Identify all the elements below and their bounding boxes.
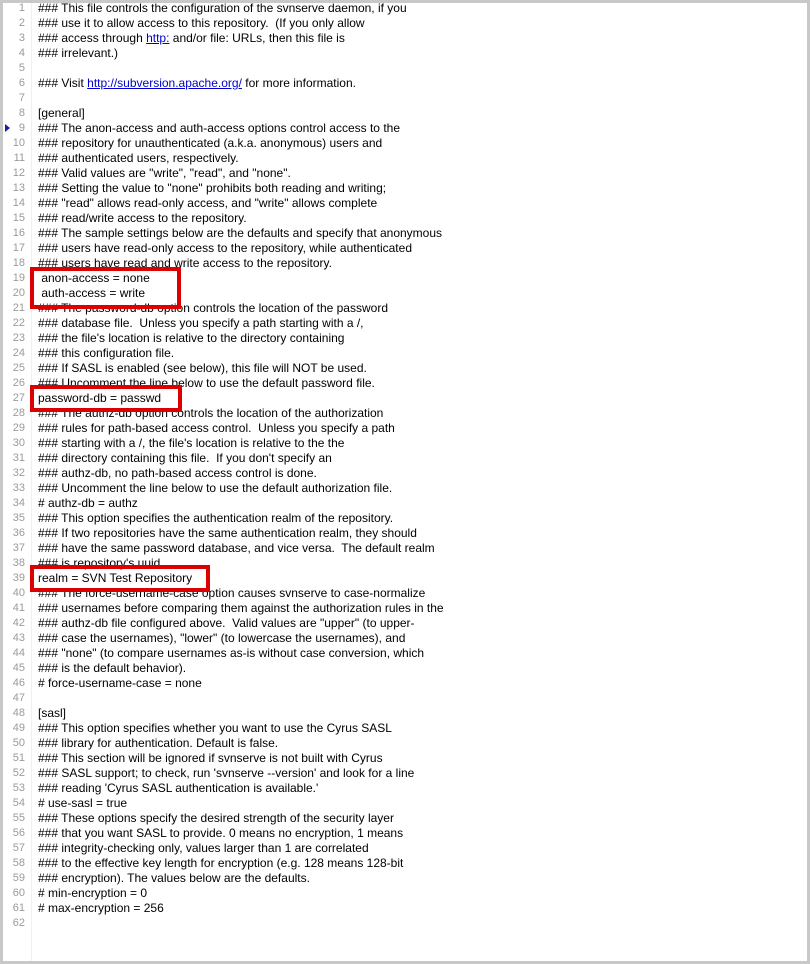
line-text: # max-encryption = 256 bbox=[38, 901, 164, 915]
line-text: ### The authz-db option controls the location of the authorization bbox=[38, 406, 384, 420]
line-text: password-db = passwd bbox=[38, 391, 162, 405]
code-line[interactable] bbox=[3, 286, 803, 301]
line-number: 45 bbox=[12, 662, 25, 674]
line-text: ### This option specifies the authentication realm of the repository. bbox=[38, 511, 394, 525]
code-line[interactable] bbox=[3, 601, 803, 616]
line-number: 62 bbox=[12, 917, 25, 929]
line-text: ### use it to allow access to this repository. (If you only allow bbox=[38, 16, 365, 30]
line-number: 46 bbox=[12, 677, 25, 689]
code-line[interactable] bbox=[3, 31, 803, 46]
line-text bbox=[38, 31, 345, 46]
line-number: 26 bbox=[12, 377, 25, 389]
line-text: ### "none" (to compare usernames as-is without case conversion, which bbox=[38, 646, 425, 660]
line-number: 25 bbox=[12, 362, 25, 374]
line-number: 33 bbox=[12, 482, 25, 494]
line-text: ### Uncomment the line below to use the default authorization file. bbox=[38, 481, 393, 495]
code-line[interactable] bbox=[3, 871, 803, 886]
line-text: ### this configuration file. bbox=[38, 346, 175, 360]
line-number: 11 bbox=[13, 152, 25, 164]
line-text: ### The anon-access and auth-access options control access to the bbox=[38, 121, 400, 135]
code-line[interactable] bbox=[3, 886, 803, 901]
line-text-after-link: and/or file: URLs, then this file is bbox=[169, 31, 345, 45]
line-number: 28 bbox=[12, 407, 25, 419]
code-line[interactable] bbox=[3, 781, 803, 796]
line-text: [general] bbox=[38, 106, 85, 120]
line-text: ### have the same password database, and vice versa. The default realm bbox=[38, 541, 435, 555]
line-text: auth-access = write bbox=[38, 286, 146, 300]
code-line[interactable] bbox=[3, 421, 803, 436]
code-line[interactable] bbox=[3, 76, 803, 91]
line-number: 9 bbox=[18, 122, 25, 134]
code-line[interactable] bbox=[3, 211, 803, 226]
line-number: 24 bbox=[12, 347, 25, 359]
line-text: ### users have read and write access to the repository. bbox=[38, 256, 332, 270]
line-number: 36 bbox=[12, 527, 25, 539]
line-number: 18 bbox=[12, 257, 25, 269]
code-line[interactable] bbox=[3, 316, 803, 331]
line-text: anon-access = none bbox=[38, 271, 150, 285]
line-number: 53 bbox=[12, 782, 25, 794]
line-text: # min-encryption = 0 bbox=[38, 886, 148, 900]
line-number: 60 bbox=[12, 887, 25, 899]
line-number: 44 bbox=[12, 647, 25, 659]
text-editor[interactable] bbox=[3, 3, 807, 961]
line-number: 61 bbox=[12, 902, 25, 914]
line-number: 35 bbox=[12, 512, 25, 524]
line-text-after-link: for more information. bbox=[241, 76, 356, 90]
line-number: 54 bbox=[12, 797, 25, 809]
code-line[interactable] bbox=[3, 721, 803, 736]
line-text: ### If two repositories have the same authentication realm, they should bbox=[38, 526, 417, 540]
code-line[interactable] bbox=[3, 331, 803, 346]
code-line[interactable] bbox=[3, 301, 803, 316]
line-text-before-link: ### access through bbox=[38, 31, 147, 45]
line-text: ### The sample settings below are the defaults and specify that anonymous bbox=[38, 226, 443, 240]
code-line[interactable] bbox=[3, 1, 803, 16]
line-number: 39 bbox=[12, 572, 25, 584]
code-line[interactable] bbox=[3, 526, 803, 541]
line-number: 38 bbox=[12, 557, 25, 569]
line-number: 8 bbox=[18, 107, 25, 119]
line-number: 41 bbox=[12, 602, 25, 614]
code-line[interactable] bbox=[3, 466, 803, 481]
line-number: 56 bbox=[12, 827, 25, 839]
line-number: 15 bbox=[12, 212, 25, 224]
line-number: 51 bbox=[12, 752, 25, 764]
line-text: ### users have read-only access to the repository, while authenticated bbox=[38, 241, 412, 255]
code-line[interactable] bbox=[3, 736, 803, 751]
code-line[interactable] bbox=[3, 121, 803, 136]
code-line[interactable] bbox=[3, 571, 803, 586]
code-line[interactable] bbox=[3, 361, 803, 376]
line-number: 49 bbox=[12, 722, 25, 734]
code-line[interactable] bbox=[3, 61, 803, 76]
line-number: 27 bbox=[12, 392, 25, 404]
line-number: 34 bbox=[12, 497, 25, 509]
code-line[interactable] bbox=[3, 811, 803, 826]
line-text: # force-username-case = none bbox=[38, 676, 202, 690]
line-text-before-link: ### Visit bbox=[38, 76, 88, 90]
line-number: 52 bbox=[12, 767, 25, 779]
line-text: ### Valid values are "write", "read", and "none". bbox=[38, 166, 291, 180]
line-text: ### These options specify the desired strength of the security layer bbox=[38, 811, 394, 825]
code-line[interactable] bbox=[3, 826, 803, 841]
code-line[interactable] bbox=[3, 691, 803, 706]
line-text: ### reading 'Cyrus SASL authentication is available.' bbox=[38, 781, 319, 795]
line-text: ### is the default behavior). bbox=[38, 661, 187, 675]
line-text: ### repository for unauthenticated (a.k.a. anonymous) users and bbox=[38, 136, 383, 150]
line-number: 59 bbox=[12, 872, 25, 884]
code-line[interactable] bbox=[3, 586, 803, 601]
line-text: ### encryption). The values below are the defaults. bbox=[38, 871, 310, 885]
line-number: 2 bbox=[18, 17, 25, 29]
line-text: ### read/write access to the repository. bbox=[38, 211, 247, 225]
line-text: ### "read" allows read-only access, and "write" allows complete bbox=[38, 196, 378, 210]
line-text: ### This section will be ignored if svnserve is not built with Cyrus bbox=[38, 751, 383, 765]
code-line[interactable] bbox=[3, 856, 803, 871]
code-line[interactable] bbox=[3, 91, 803, 106]
line-text: ### The password-db option controls the location of the password bbox=[38, 301, 388, 315]
line-number: 17 bbox=[12, 242, 25, 254]
line-number: 37 bbox=[12, 542, 25, 554]
line-number: 16 bbox=[12, 227, 25, 239]
code-line[interactable] bbox=[3, 376, 803, 391]
line-number: 14 bbox=[12, 197, 25, 209]
line-number: 48 bbox=[12, 707, 25, 719]
code-line[interactable] bbox=[3, 616, 803, 631]
line-text: ### SASL support; to check, run 'svnserve --version' and look for a line bbox=[38, 766, 415, 780]
line-text: ### If SASL is enabled (see below), this file will NOT be used. bbox=[38, 361, 367, 375]
code-line[interactable] bbox=[3, 751, 803, 766]
line-text: ### library for authentication. Default is false. bbox=[38, 736, 279, 750]
line-text: ### Setting the value to "none" prohibits both reading and writing; bbox=[38, 181, 387, 195]
code-line[interactable] bbox=[3, 451, 803, 466]
code-line[interactable] bbox=[3, 496, 803, 511]
line-text: ### The force-username-case option causes svnserve to case-normalize bbox=[38, 586, 426, 600]
line-text: ### the file's location is relative to the directory containing bbox=[38, 331, 345, 345]
code-line[interactable] bbox=[3, 241, 803, 256]
line-text: ### rules for path-based access control. Unless you specify a path bbox=[38, 421, 395, 435]
line-text: ### This file controls the configuration of the svnserve daemon, if you bbox=[38, 1, 407, 15]
code-line[interactable] bbox=[3, 151, 803, 166]
line-number: 30 bbox=[12, 437, 25, 449]
line-text bbox=[38, 76, 356, 91]
code-line[interactable] bbox=[3, 676, 803, 691]
code-line[interactable] bbox=[3, 391, 803, 406]
line-text: ### authz-db file configured above. Valid values are "upper" (to upper- bbox=[38, 616, 415, 630]
line-number: 10 bbox=[12, 137, 25, 149]
code-line[interactable] bbox=[3, 901, 803, 916]
line-number: 32 bbox=[12, 467, 25, 479]
code-line[interactable] bbox=[3, 481, 803, 496]
line-text: # authz-db = authz bbox=[38, 496, 138, 510]
line-text: ### that you want SASL to provide. 0 means no encryption, 1 means bbox=[38, 826, 404, 840]
code-line[interactable] bbox=[3, 346, 803, 361]
line-number: 19 bbox=[12, 272, 25, 284]
code-line[interactable] bbox=[3, 16, 803, 31]
code-line[interactable] bbox=[3, 796, 803, 811]
line-number: 22 bbox=[12, 317, 25, 329]
line-text: ### directory containing this file. If you don't specify an bbox=[38, 451, 332, 465]
line-number: 31 bbox=[12, 452, 25, 464]
line-text: ### authenticated users, respectively. bbox=[38, 151, 239, 165]
code-line[interactable] bbox=[3, 166, 803, 181]
code-line[interactable] bbox=[3, 406, 803, 421]
line-text: ### integrity-checking only, values larger than 1 are correlated bbox=[38, 841, 369, 855]
line-text: ### case the usernames), "lower" (to lowercase the usernames), and bbox=[38, 631, 406, 645]
code-line[interactable] bbox=[3, 46, 803, 61]
code-line[interactable] bbox=[3, 196, 803, 211]
line-text: ### usernames before comparing them against the authorization rules in the bbox=[38, 601, 444, 615]
code-line[interactable] bbox=[3, 556, 803, 571]
line-number: 40 bbox=[12, 587, 25, 599]
line-text: [sasl] bbox=[38, 706, 67, 720]
code-line[interactable] bbox=[3, 541, 803, 556]
line-number: 42 bbox=[12, 617, 25, 629]
line-text: realm = SVN Test Repository bbox=[38, 571, 193, 585]
code-line[interactable] bbox=[3, 256, 803, 271]
line-number: 21 bbox=[12, 302, 25, 314]
line-number: 23 bbox=[12, 332, 25, 344]
code-line[interactable] bbox=[3, 511, 803, 526]
line-number: 6 bbox=[18, 77, 25, 89]
line-text: ### authz-db, no path-based access control is done. bbox=[38, 466, 317, 480]
line-text: ### to the effective key length for encryption (e.g. 128 means 128-bit bbox=[38, 856, 404, 870]
code-line[interactable] bbox=[3, 436, 803, 451]
line-number: 13 bbox=[12, 182, 25, 194]
line-number: 4 bbox=[18, 47, 25, 59]
line-number: 43 bbox=[12, 632, 25, 644]
line-number: 20 bbox=[12, 287, 25, 299]
line-number: 7 bbox=[18, 92, 25, 104]
line-text: # use-sasl = true bbox=[38, 796, 128, 810]
code-line[interactable] bbox=[3, 106, 803, 121]
line-text: ### This option specifies whether you want to use the Cyrus SASL bbox=[38, 721, 392, 735]
line-text: ### Uncomment the line below to use the default password file. bbox=[38, 376, 375, 390]
code-line[interactable] bbox=[3, 271, 803, 286]
line-number: 47 bbox=[12, 692, 25, 704]
code-line[interactable] bbox=[3, 136, 803, 151]
code-line[interactable] bbox=[3, 646, 803, 661]
code-line[interactable] bbox=[3, 181, 803, 196]
line-text: ### starting with a /, the file's location is relative to the the bbox=[38, 436, 345, 450]
line-text: ### is repository's uuid. bbox=[38, 556, 164, 570]
code-line[interactable] bbox=[3, 841, 803, 856]
line-text: ### irrelevant.) bbox=[38, 46, 119, 60]
line-number: 3 bbox=[18, 32, 25, 44]
line-number: 58 bbox=[12, 857, 25, 869]
line-number: 57 bbox=[12, 842, 25, 854]
caret-right-icon bbox=[5, 124, 10, 132]
hyperlink[interactable]: http://subversion.apache.org/ bbox=[87, 76, 242, 90]
code-line[interactable] bbox=[3, 661, 803, 676]
hyperlink[interactable]: http: bbox=[146, 31, 170, 45]
code-line[interactable] bbox=[3, 706, 803, 721]
line-number: 55 bbox=[12, 812, 25, 824]
line-number: 50 bbox=[12, 737, 25, 749]
code-line[interactable] bbox=[3, 766, 803, 781]
line-number: 29 bbox=[12, 422, 25, 434]
line-number: 12 bbox=[12, 167, 25, 179]
line-number: 5 bbox=[18, 62, 25, 74]
code-line[interactable] bbox=[3, 916, 803, 931]
line-text: ### database file. Unless you specify a path starting with a /, bbox=[38, 316, 364, 330]
code-line[interactable] bbox=[3, 631, 803, 646]
code-line[interactable] bbox=[3, 226, 803, 241]
line-number: 1 bbox=[18, 2, 25, 14]
